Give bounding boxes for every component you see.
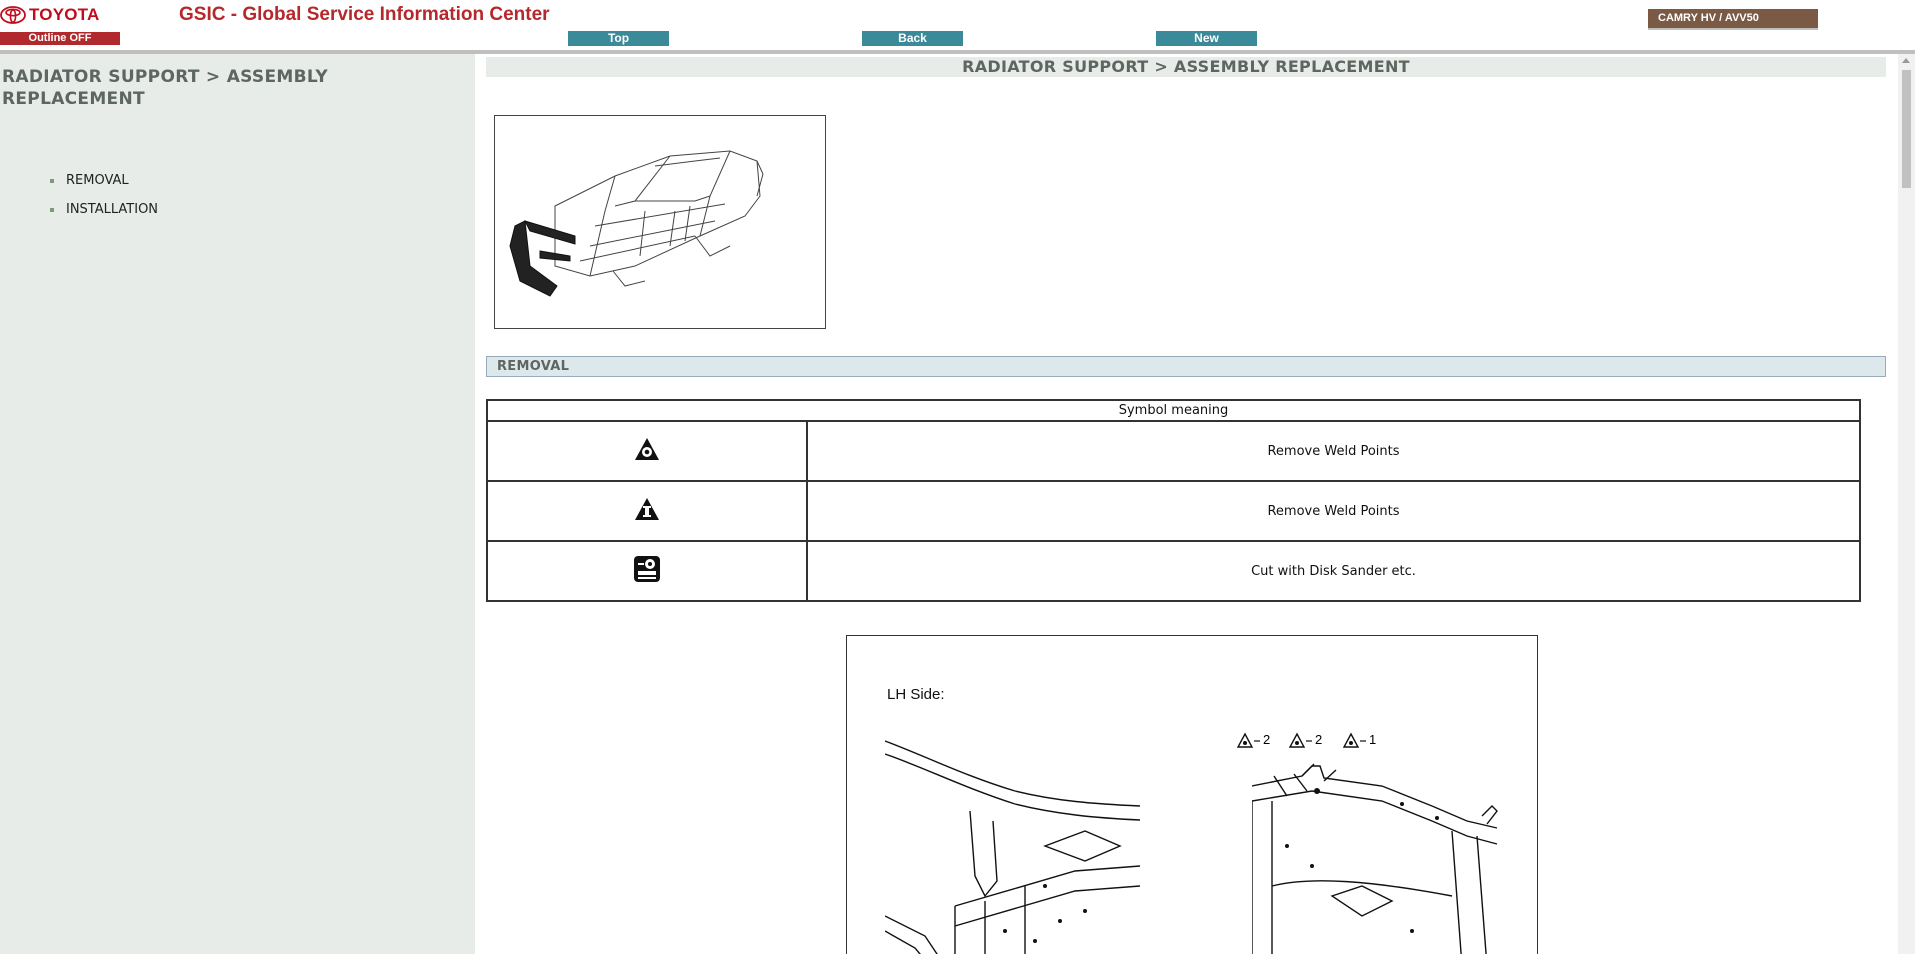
section-header-removal: REMOVAL xyxy=(486,356,1886,377)
sidebar xyxy=(0,54,475,954)
app-title: GSIC - Global Service Information Center xyxy=(179,4,550,25)
model-badge: CAMRY HV / AVV50 xyxy=(1648,9,1818,28)
weld-point-circle-icon xyxy=(634,437,660,461)
callout-count: 2 xyxy=(1315,732,1323,747)
symbol-meaning: Remove Weld Points xyxy=(807,481,1860,541)
logo-text: TOYOTA xyxy=(29,5,100,24)
new-button[interactable]: New xyxy=(1156,31,1257,46)
symbol-cell xyxy=(487,541,807,601)
table-of-contents xyxy=(48,172,158,230)
radiator-support-right-drawing xyxy=(1252,746,1507,954)
main-content xyxy=(476,54,1896,954)
symbol-table-header: Symbol meaning xyxy=(487,400,1860,421)
page-title: RADIATOR SUPPORT > ASSEMBLY REPLACEMENT xyxy=(486,57,1886,77)
callout-count: 1 xyxy=(1369,732,1377,747)
table-row xyxy=(487,421,1860,481)
vertical-scrollbar[interactable] xyxy=(1898,54,1915,954)
table-row xyxy=(487,481,1860,541)
lh-side-label: LH Side: xyxy=(887,686,945,703)
toyota-logo[interactable] xyxy=(0,4,99,26)
symbol-cell xyxy=(487,481,807,541)
toc-item-installation[interactable]: INSTALLATION xyxy=(48,201,158,230)
table-row xyxy=(487,541,1860,601)
symbol-meaning: Remove Weld Points xyxy=(807,421,1860,481)
outline-toggle-button[interactable]: Outline OFF xyxy=(0,32,120,45)
callout-count: 2 xyxy=(1263,732,1271,747)
scroll-up-arrow-icon[interactable] xyxy=(1902,58,1910,63)
symbol-cell xyxy=(487,421,807,481)
car-body-illustration xyxy=(495,116,825,328)
scrollbar-thumb[interactable] xyxy=(1902,70,1911,188)
toyota-emblem-icon xyxy=(0,6,26,24)
toc-item-removal[interactable]: REMOVAL xyxy=(48,172,158,201)
top-button[interactable]: Top xyxy=(568,31,669,46)
sidebar-title: RADIATOR SUPPORT > ASSEMBLY REPLACEMENT xyxy=(2,67,328,109)
lh-side-illustration xyxy=(846,635,1538,954)
disk-sander-icon xyxy=(633,555,661,583)
weld-point-bar-icon xyxy=(634,497,660,521)
back-button[interactable]: Back xyxy=(862,31,963,46)
radiator-support-left-drawing xyxy=(885,736,1145,954)
symbol-table xyxy=(486,399,1861,602)
header xyxy=(0,0,1915,52)
symbol-meaning: Cut with Disk Sander etc. xyxy=(807,541,1860,601)
vehicle-overview-illustration xyxy=(494,115,826,329)
